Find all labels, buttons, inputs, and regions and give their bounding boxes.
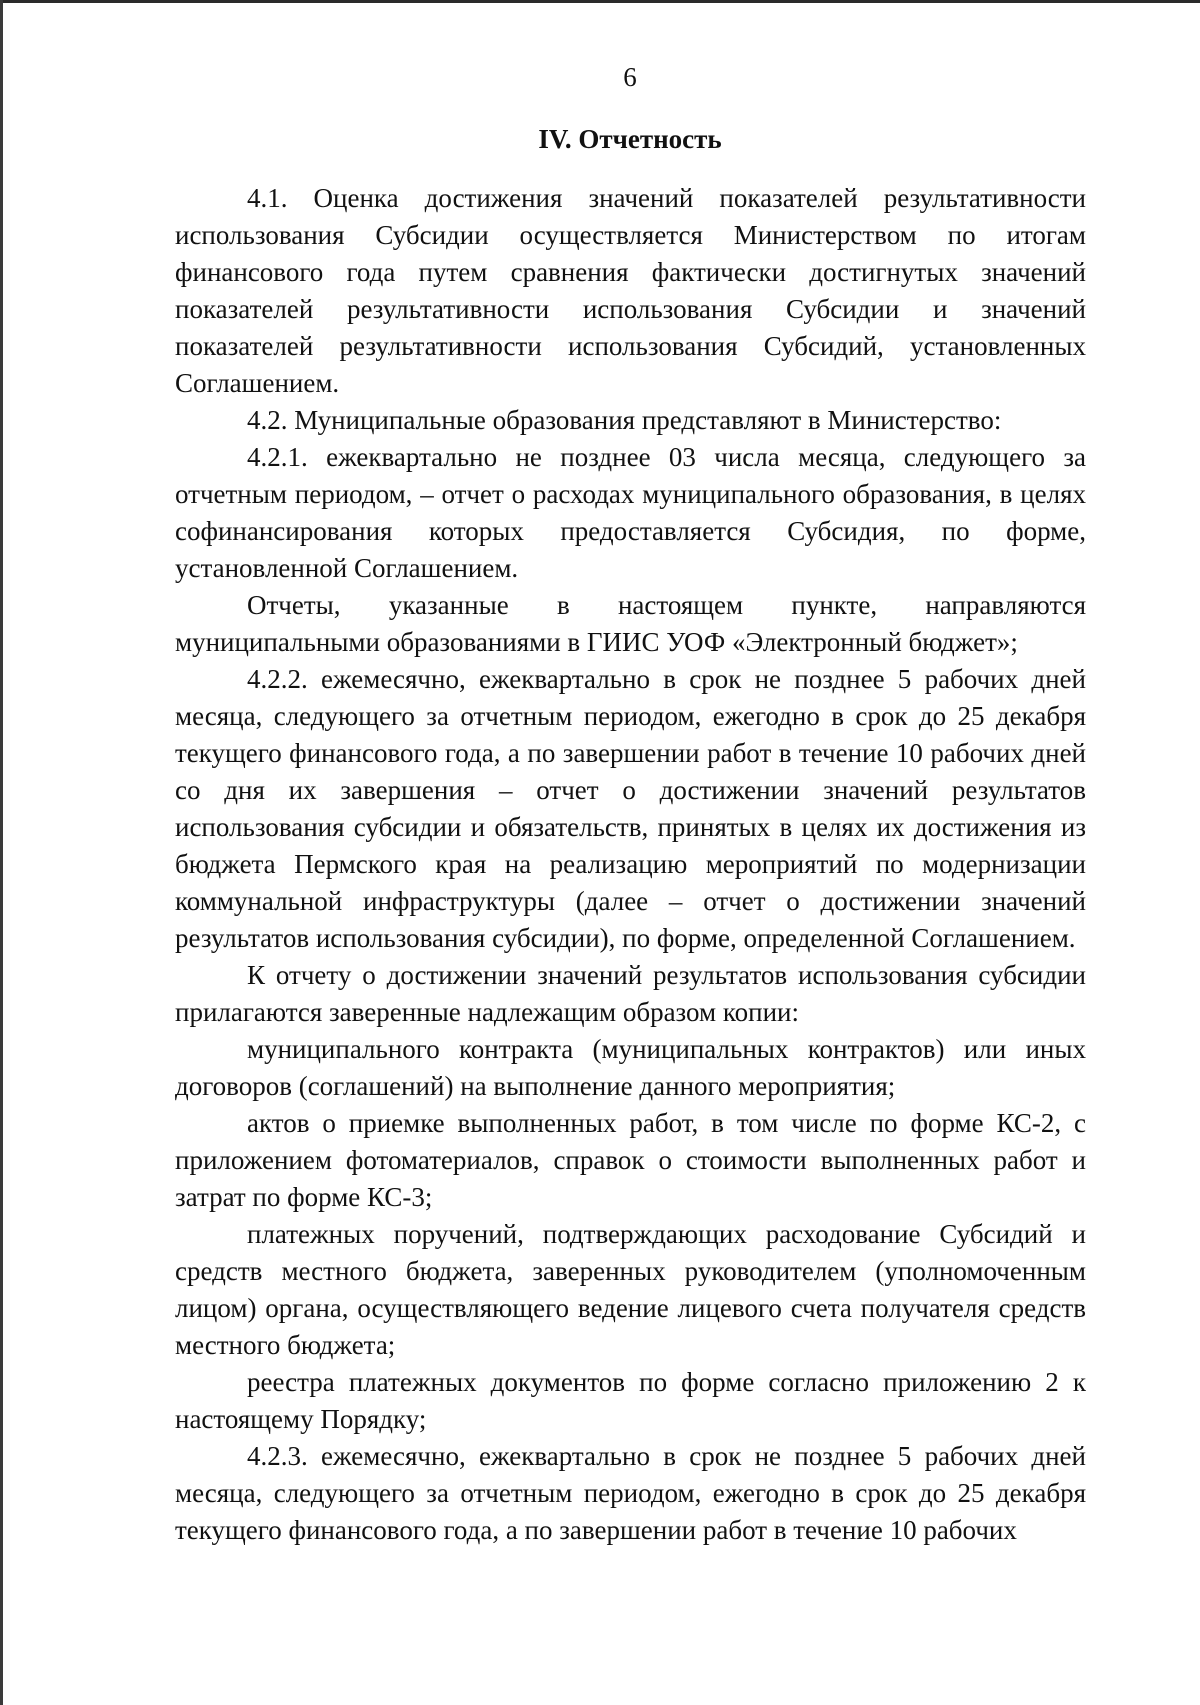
paragraph-contracts: муниципального контракта (муниципальных контрактов) или иных договоров (соглашений) на выполнение данного мероприятия; — [175, 1034, 1086, 1101]
scan-edge-top — [0, 0, 1200, 3]
paragraph-reports-note: Отчеты, указанные в настоящем пункте, направляются муниципальными образованиями в ГИИС УОФ «Электронный бюджет»; — [175, 590, 1086, 657]
paragraph-attachments-intro: К отчету о достижении значений результатов использования субсидии прилагаются заверенные надлежащим образом копии: — [175, 960, 1086, 1027]
section-title: IV. Отчетность — [538, 124, 722, 154]
paragraph-4-2-2: 4.2.2. ежемесячно, ежеквартально в срок не позднее 5 рабочих дней месяца, следующего за отчетным периодом, ежегодно в срок до 25 декабря текущего финансового года, а по завершении работ в течение 10 рабочих дней со дня их завершения – отчет о достижении значений результатов использования субсидии и обязательств, принятых в целях их достижения из бюджета Пермского края на реализацию мероприятий по модернизации коммунальной инфраструктуры (далее – отчет о достижении значений результатов использования субсидии), по форме, определенной Соглашением. — [175, 664, 1086, 953]
paragraph-acts: актов о приемке выполненных работ, в том числе по форме КС-2, с приложением фотоматериалов, справок о стоимости выполненных работ и затрат по форме КС-3; — [175, 1108, 1086, 1212]
paragraph-payments: платежных поручений, подтверждающих расходование Субсидий и средств местного бюджета, заверенных руководителем (уполномоченным лицом) органа, осуществляющего ведение лицевого счета получателя средств местного бюджета; — [175, 1219, 1086, 1360]
paragraph-4-2: 4.2. Муниципальные образования представляют в Министерство: — [247, 405, 1002, 435]
scan-edge-left — [0, 0, 3, 1705]
document-body — [175, 180, 1086, 1549]
paragraph-4-2-3: 4.2.3. ежемесячно, ежеквартально в срок не позднее 5 рабочих дней месяца, следующего за отчетным периодом, ежегодно в срок до 25 декабря текущего финансового года, а по завершении работ в течение 10 рабочих — [175, 1441, 1086, 1545]
page-number: 6 — [623, 62, 637, 92]
paragraph-registry: реестра платежных документов по форме согласно приложению 2 к настоящему Порядку; — [175, 1367, 1086, 1434]
paragraph-4-2-1: 4.2.1. ежеквартально не позднее 03 числа месяца, следующего за отчетным периодом, – отчет о расходах муниципального образования, в целях софинансирования которых предоставляется Субсидия, по форме, установленной Соглашением. — [175, 442, 1086, 583]
paragraph-4-1: 4.1. Оценка достижения значений показателей результативности использования Субсидии осуществляется Министерством по итогам финансового года путем сравнения фактически достигнутых значений показателей результативности использования Субсидии и значений показателей результативности использования Субсидий, установленных Соглашением. — [175, 183, 1086, 398]
